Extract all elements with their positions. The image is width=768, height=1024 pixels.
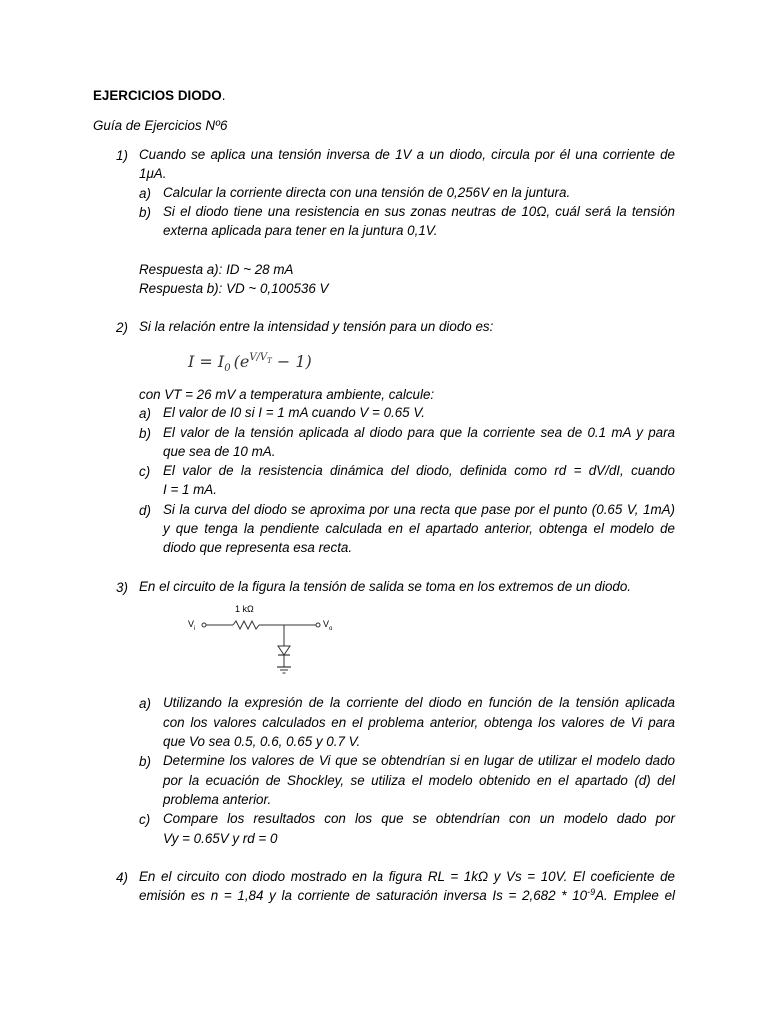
exercise-2d-text-line-2: y que tenga la pendiente calculada en el apartado anterior, obtenga el modelo de <box>163 521 675 536</box>
exercise-4-number: 4) <box>116 870 128 885</box>
formula-exponent-sub: T <box>267 357 272 365</box>
formula-sub: 0 <box>224 363 231 375</box>
diode-circuit-diagram <box>183 603 333 683</box>
exercise-1-text-line-2: 1μA. <box>139 166 167 181</box>
vi-label-text: V <box>188 619 195 629</box>
exercise-3b-text-line-2: por la ecuación de Shockley, se utiliza el modelo obtenido en el apartado (d) del <box>163 773 675 788</box>
exercise-3c-text-line-2: Vy = 0.65V y rd = 0 <box>163 831 278 846</box>
exercise-3a-label: a) <box>139 696 151 711</box>
exercise-3b-text-line-3: problema anterior. <box>163 792 272 807</box>
formula-open: (e <box>233 352 250 371</box>
resistor-label: 1 kΩ <box>235 604 254 614</box>
exercise-4-text-line-2 <box>139 886 675 906</box>
exercise-1b-label: b) <box>139 205 151 220</box>
exercise-1b-text-line-2: externa aplicada para tener en la juntura 0,1V. <box>163 223 438 238</box>
exercise-2d-text-line-3: diodo que representa esa recta. <box>163 540 353 555</box>
document-title <box>93 86 225 105</box>
exercise-3b-label: b) <box>139 754 151 769</box>
exercise-3b-text-line-1: Determine los valores de Vi que se obtendrían si en lugar de utilizar el modelo dado <box>163 753 675 768</box>
exercise-1a-label: a) <box>139 186 151 201</box>
exercise-2b-text-line-1: El valor de la tensión aplicada al diodo para que la corriente sea de 0.1 mA y para <box>163 425 675 440</box>
exercise-2b-text-line-2: que sea de 10 mA. <box>163 444 276 459</box>
exercise-4-text-line-2-pre: emisión es n = 1,84 y la corriente de saturación inversa Is = 2,682 * 10 <box>139 888 588 903</box>
exercise-1a-text: Calcular la corriente directa con una tensión de 0,256V en la juntura. <box>163 185 571 200</box>
exercise-2c-label: c) <box>139 464 151 479</box>
circuit-svg <box>183 603 333 683</box>
vi-label-sub: i <box>194 625 196 632</box>
exercise-2a-text: El valor de I0 si I = 1 mA cuando V = 0.65 V. <box>163 405 426 420</box>
exercise-3-text: En el circuito de la figura la tensión de salida se toma en los extremos de un diodo. <box>139 579 632 594</box>
exercise-1-text-line-1: Cuando se aplica una tensión inversa de 1V a un diodo, circula por él una corriente de <box>139 147 675 162</box>
document-subtitle: Guía de Ejercicios Nº6 <box>93 118 228 133</box>
exercise-1-answer-a: Respuesta a): ID ~ 28 mA <box>139 262 294 277</box>
exercise-3a-text-line-3: que Vo sea 0.5, 0.6, 0.65 y 0.7 V. <box>163 734 361 749</box>
exercise-2a-label: a) <box>139 406 151 421</box>
exercise-1-number: 1) <box>116 148 128 163</box>
exercise-2-intro: con VT = 26 mV a temperatura ambiente, calcule: <box>139 387 435 402</box>
formula-exponent: V/V <box>249 352 268 363</box>
exercise-3a-text-line-2: con los valores calculados en el problema anterior, obtenga los valores de Vi para <box>163 715 675 730</box>
exercise-2d-text-line-1: Si la curva del diodo se aproxima por una recta que pase por el punto (0.65 V, 1mA) <box>163 502 675 517</box>
exercise-3a-text-line-1: Utilizando la expresión de la corriente del diodo en función de la tensión aplicada <box>163 695 675 710</box>
exercise-2c-text-line-2: I = 1 mA. <box>163 482 217 497</box>
title-period: . <box>221 88 226 103</box>
exercise-3c-text-line-1: Compare los resultados con los que se obtendrían con un modelo dado por <box>163 811 675 826</box>
resistor-symbol <box>233 621 259 629</box>
formula-lhs: I = I <box>188 352 225 371</box>
exercise-2c-text-line-1: El valor de la resistencia dinámica del diodo, definida como rd = dV/dI, cuando <box>163 463 675 478</box>
diode-symbol <box>278 646 290 655</box>
exercise-1-answer-b: Respuesta b): VD ~ 0,100536 V <box>139 281 329 296</box>
title-text: EJERCICIOS DIODO <box>93 88 222 103</box>
vi-label <box>188 619 195 632</box>
exercise-1b-text-line-1: Si el diodo tiene una resistencia en sus zonas neutras de 10Ω, cuál será la tensión <box>163 204 675 219</box>
exercise-2b-label: b) <box>139 426 151 441</box>
exercise-4-exponent: -9 <box>587 887 596 897</box>
exercise-2-text: Si la relación entre la intensidad y tensión para un diodo es: <box>139 319 494 334</box>
exercise-4-text-line-2-post: A. Emplee el <box>595 888 675 903</box>
vo-label-sub: o <box>329 625 333 632</box>
exercise-2d-label: d) <box>139 503 151 518</box>
exercise-3-number: 3) <box>116 580 128 595</box>
input-terminal <box>202 623 206 627</box>
vo-label <box>323 619 332 632</box>
exercise-3c-label: c) <box>139 812 151 827</box>
vo-label-text: V <box>323 619 330 629</box>
formula-close: − 1) <box>271 352 312 371</box>
exercise-4-text-line-1: En el circuito con diodo mostrado en la figura RL = 1kΩ y Vs = 10V. El coeficiente de <box>139 869 675 884</box>
output-terminal <box>316 623 320 627</box>
diode-equation <box>188 352 312 374</box>
exercise-2-number: 2) <box>116 320 128 335</box>
